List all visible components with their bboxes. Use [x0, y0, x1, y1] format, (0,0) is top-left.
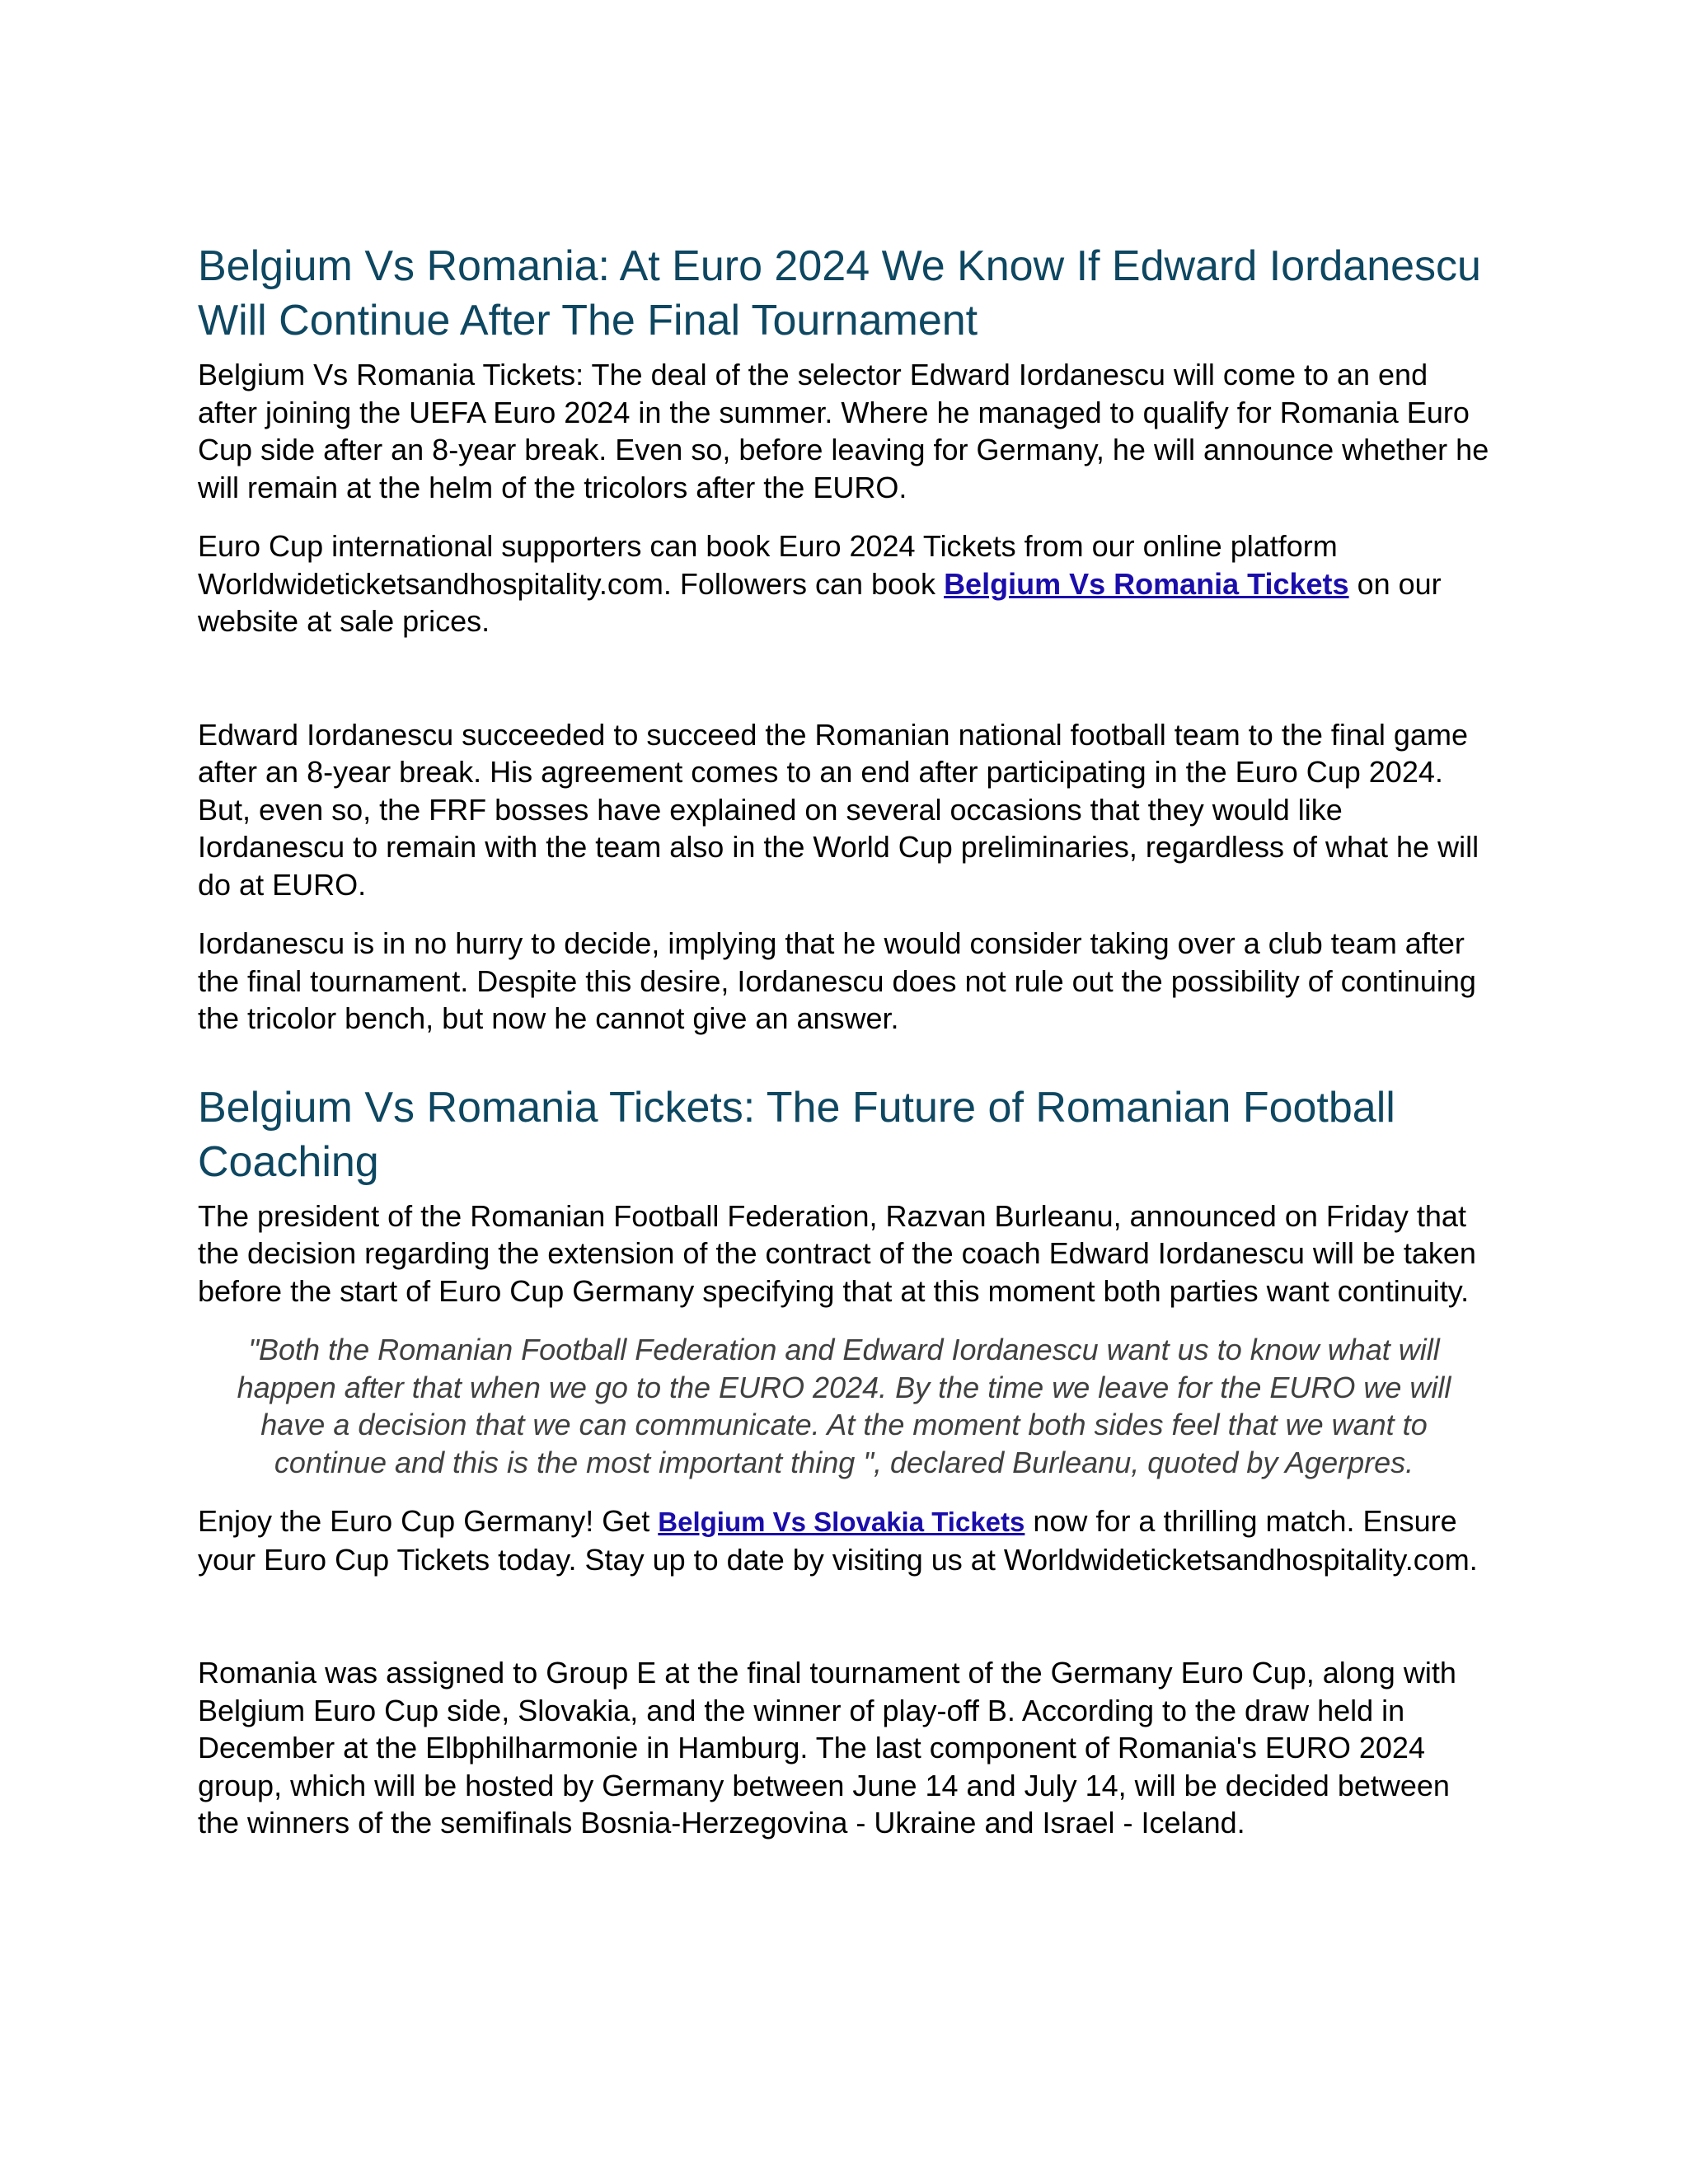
paragraph-spacer — [198, 662, 1490, 716]
decision-paragraph: Iordanescu is in no hurry to decide, implying that he would consider taking over a club team after the final tournament. Despite this desire, Iordanescu does not rule out the possibility of continuing the tricolor bench, but now he cannot give an answer. — [198, 926, 1476, 1035]
document-page — [198, 239, 1490, 1863]
group-paragraph: Romania was assigned to Group E at the final tournament of the Germany Euro Cup, along with Belgium Euro Cup side, Slovakia, and the winner of play-off B. According to the draw held in December at the Elbphilharmonie in Hamburg. The last component of Romania's EURO 2024 group, which will be hosted by Germany between June 14 and July 14, will be decided between the winners of the semifinals Bosnia-Herzegovina - Ukraine and Israel - Iceland. — [198, 1656, 1456, 1840]
promo-text-after: now for a thrilling match. Ensure your Euro Cup Tickets today. Stay up to date by visiting us at Worldwideticketsandhospitality.com. — [198, 1504, 1478, 1577]
belgium-vs-romania-tickets-link[interactable]: Belgium Vs Romania Tickets — [944, 566, 1349, 601]
president-paragraph: The president of the Romanian Football Federation, Razvan Burleanu, announced on Friday that the decision regarding the extension of the contract of the coach Edward Iordanescu will be taken before the start of Euro Cup Germany specifying that at this moment both parties want continuity. — [198, 1198, 1476, 1308]
booking-text-before: Euro Cup international supporters can book Euro 2024 Tickets from our online platform Worldwideticketsandhospitality.com. Followers can book — [198, 529, 1338, 601]
booking-text-after: on our website at sale prices. — [198, 566, 1442, 638]
burleanu-quote: "Both the Romanian Football Federation and Edward Iordanescu want us to know what will happen after that when we go to the EURO 2024. By the time we leave for the EURO we will have a decision that we can communicate. At the moment both sides feel that we want to continue and this is the most important thing ", declared Burleanu, quoted by Agerpres. — [237, 1333, 1451, 1479]
article-title: Belgium Vs Romania: At Euro 2024 We Know If Edward Iordanescu Will Continue After The Final Tournament — [198, 242, 1481, 344]
paragraph-spacer — [198, 1600, 1490, 1654]
intro-paragraph: Belgium Vs Romania Tickets: The deal of the selector Edward Iordanescu will come to an end after joining the UEFA Euro 2024 in the summer. Where he managed to qualify for Romania Euro Cup side after an 8-year break. Even so, before leaving for Germany, he will announce whether he will remain at the helm of the tricolors after the EURO. — [198, 358, 1489, 504]
belgium-vs-slovakia-tickets-link[interactable]: Belgium Vs Slovakia Tickets — [658, 1507, 1025, 1537]
section-heading: Belgium Vs Romania Tickets: The Future of Romanian Football Coaching — [198, 1083, 1395, 1186]
booking-paragraph — [198, 527, 1490, 640]
agreement-paragraph: Edward Iordanescu succeeded to succeed the Romanian national football team to the final game after an 8-year break. His agreement comes to an end after participating in the Euro Cup 2024. But, even so, the FRF bosses have explained on several occasions that they would like Iordanescu to remain with the team also in the World Cup preliminaries, regardless of what he will do at EURO. — [198, 717, 1479, 902]
promo-paragraph — [198, 1502, 1490, 1578]
promo-text-before: Enjoy the Euro Cup Germany! Get — [198, 1504, 659, 1538]
